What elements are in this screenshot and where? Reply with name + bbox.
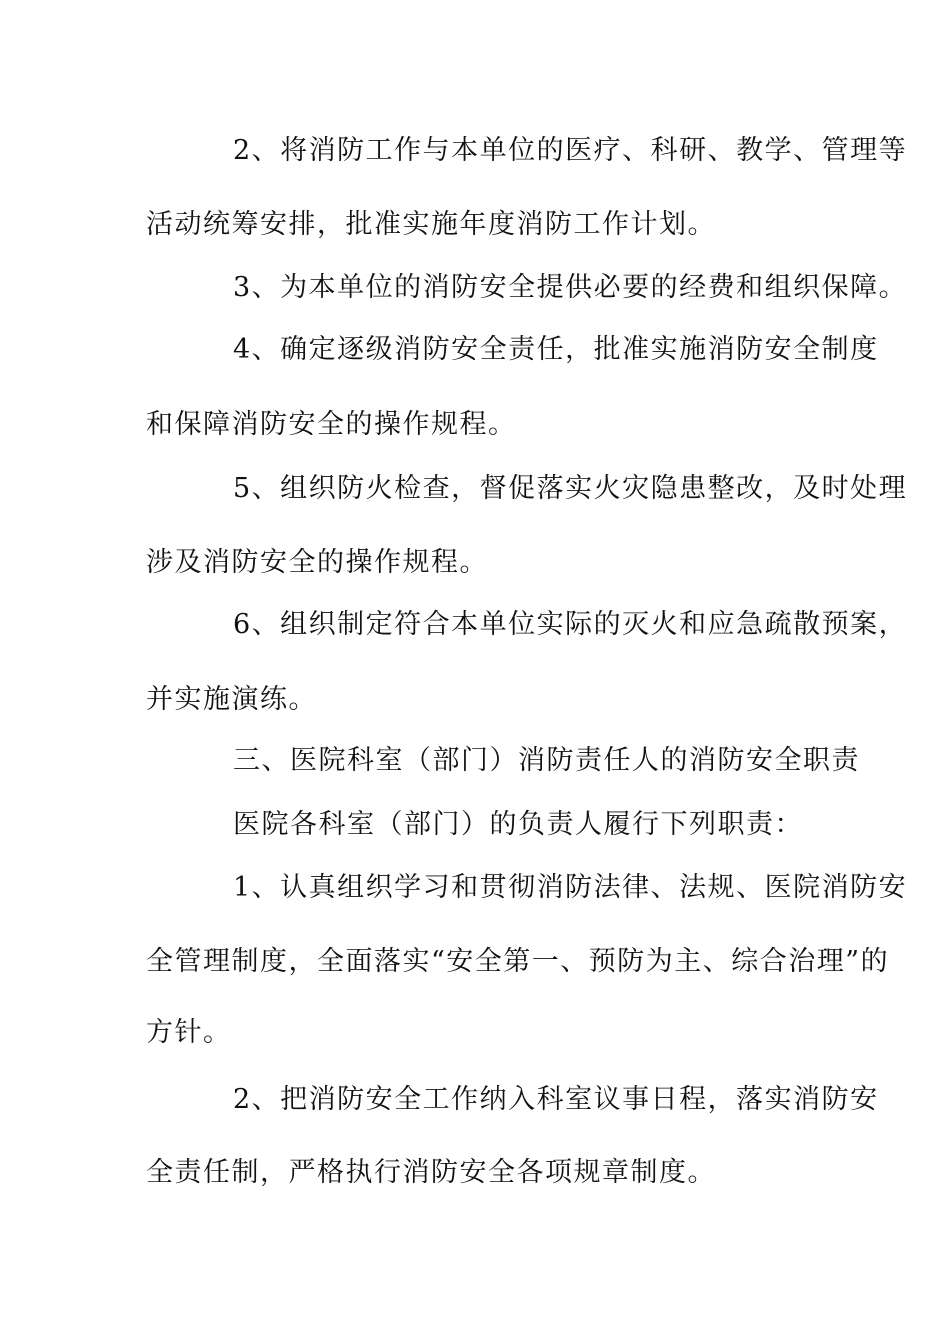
paragraph-line: 1、认真组织学习和贯彻消防法律、法规、医院消防安 [233, 872, 908, 903]
paragraph-line: 2、把消防安全工作纳入科室议事日程，落实消防安 [233, 1084, 879, 1115]
paragraph-line: 全管理制度，全面落实“安全第一、预防为主、综合治理”的 [146, 946, 890, 977]
paragraph-line: 涉及消防安全的操作规程。 [146, 547, 488, 578]
section-heading: 三、医院科室（部门）消防责任人的消防安全职责 [233, 745, 860, 776]
paragraph-line: 4、确定逐级消防安全责任，批准实施消防安全制度 [233, 334, 879, 365]
paragraph-line: 并实施演练。 [146, 684, 317, 715]
paragraph-line: 2、将消防工作与本单位的医疗、科研、教学、管理等 [233, 135, 908, 166]
paragraph-line: 5、组织防火检查，督促落实火灾隐患整改，及时处理 [233, 473, 908, 504]
paragraph-line: 全责任制，严格执行消防安全各项规章制度。 [146, 1157, 716, 1188]
paragraph-line: 6、组织制定符合本单位实际的灭火和应急疏散预案， [233, 609, 908, 640]
paragraph-line: 和保障消防安全的操作规程。 [146, 409, 517, 440]
paragraph-line: 医院各科室（部门）的负责人履行下列职责： [233, 809, 803, 840]
paragraph-line: 方针。 [146, 1017, 232, 1048]
paragraph-line: 3、为本单位的消防安全提供必要的经费和组织保障。 [233, 272, 908, 303]
paragraph-line: 活动统筹安排，批准实施年度消防工作计划。 [146, 209, 716, 240]
